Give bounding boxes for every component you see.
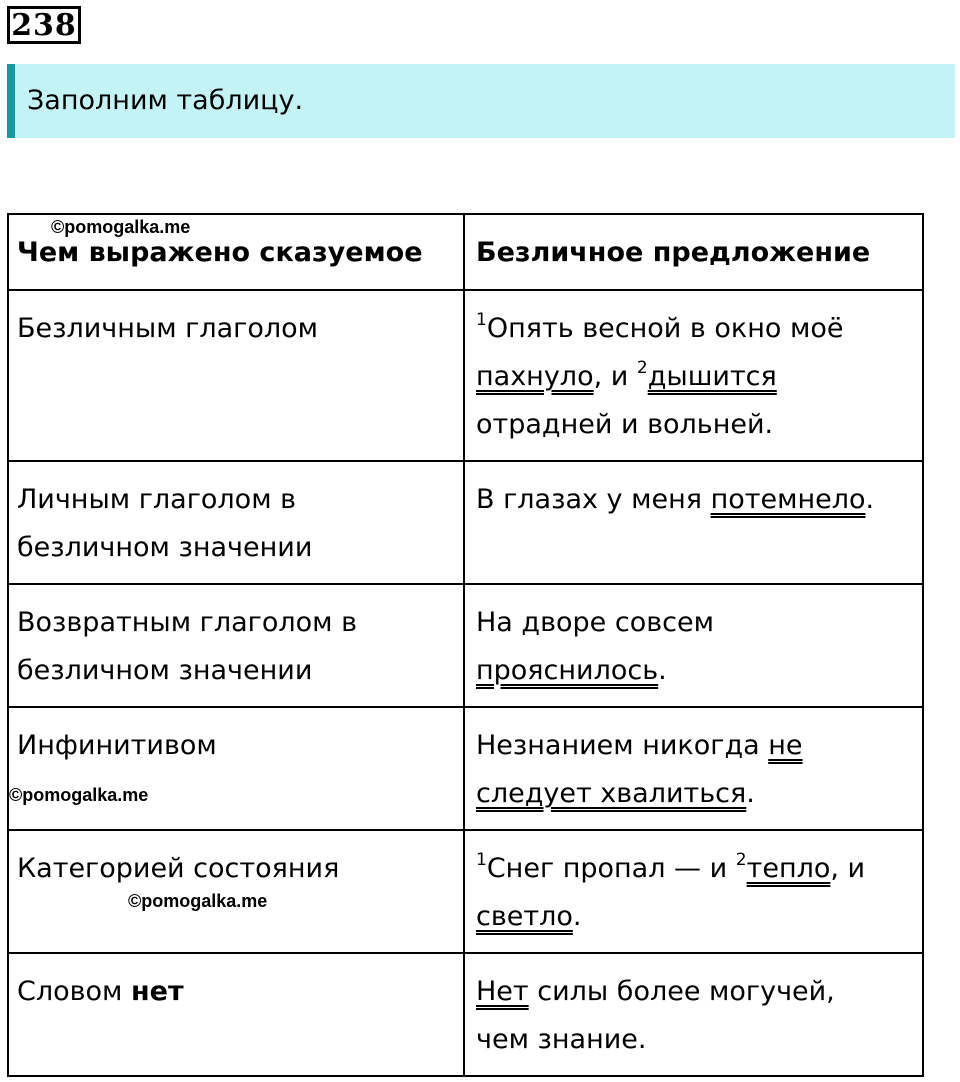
predicate-underline: Нет bbox=[476, 976, 529, 1007]
row1-sentence: $^1$Опять весной в окно моё пахнуло, и $^2$дышится отрадней и вольней. bbox=[476, 310, 844, 440]
intro-text: Заполним таблицу. bbox=[27, 85, 304, 116]
row6-sentence: Нет силы более могучей, чем знание. bbox=[476, 976, 835, 1055]
row2-sentence: В глазах у меня потемнело. bbox=[476, 484, 875, 515]
predicate-underline: светло bbox=[476, 901, 573, 932]
table-divider bbox=[7, 460, 924, 462]
table-divider bbox=[7, 706, 924, 708]
exercise-number: 238 bbox=[7, 6, 81, 44]
table-divider bbox=[7, 952, 924, 954]
watermark: ©pomogalka.me bbox=[128, 891, 268, 911]
table-divider bbox=[7, 829, 924, 831]
row2-predicate: Личным глаголом в безличном значении bbox=[17, 484, 313, 563]
table-divider bbox=[7, 583, 924, 585]
predicate-underline: не bbox=[768, 730, 803, 761]
table-divider bbox=[7, 289, 924, 291]
predicate-underline: тепло bbox=[746, 853, 831, 884]
predicate-underline: потемнело bbox=[710, 484, 866, 515]
row4-predicate: Инфинитивом bbox=[17, 730, 217, 761]
predicate-underline: пахнуло bbox=[476, 361, 594, 392]
table-header-sentence: Безличное предложение bbox=[476, 237, 871, 268]
row1-predicate: Безличным глаголом bbox=[17, 313, 319, 344]
table-column-divider bbox=[463, 213, 465, 1077]
watermark: ©pomogalka.me bbox=[51, 217, 191, 237]
table-border-top bbox=[7, 213, 924, 215]
row3-predicate: Возвратным глаголом в безличном значении bbox=[17, 607, 357, 686]
predicate-underline: дышится bbox=[647, 361, 777, 392]
table-border-right bbox=[922, 213, 924, 1077]
predicate-underline: следует хвалиться bbox=[476, 778, 747, 809]
row5-predicate: Категорией состояния bbox=[17, 853, 340, 884]
table-border-left bbox=[7, 213, 9, 1077]
predicate-underline: прояснилось bbox=[476, 655, 659, 686]
row5-sentence: $^1$Снег пропал — и $^2$тепло, и светло. bbox=[476, 850, 866, 932]
table-border-bottom bbox=[7, 1075, 924, 1077]
row4-sentence: Незнанием никогда не следует хвалиться. bbox=[476, 730, 803, 809]
row6-predicate: Словом нет bbox=[17, 976, 184, 1007]
table-header-predicate: Чем выражено сказуемое bbox=[17, 237, 423, 268]
row3-sentence: На дворе совсем прояснилось. bbox=[476, 607, 714, 686]
watermark: ©pomogalka.me bbox=[9, 785, 149, 805]
